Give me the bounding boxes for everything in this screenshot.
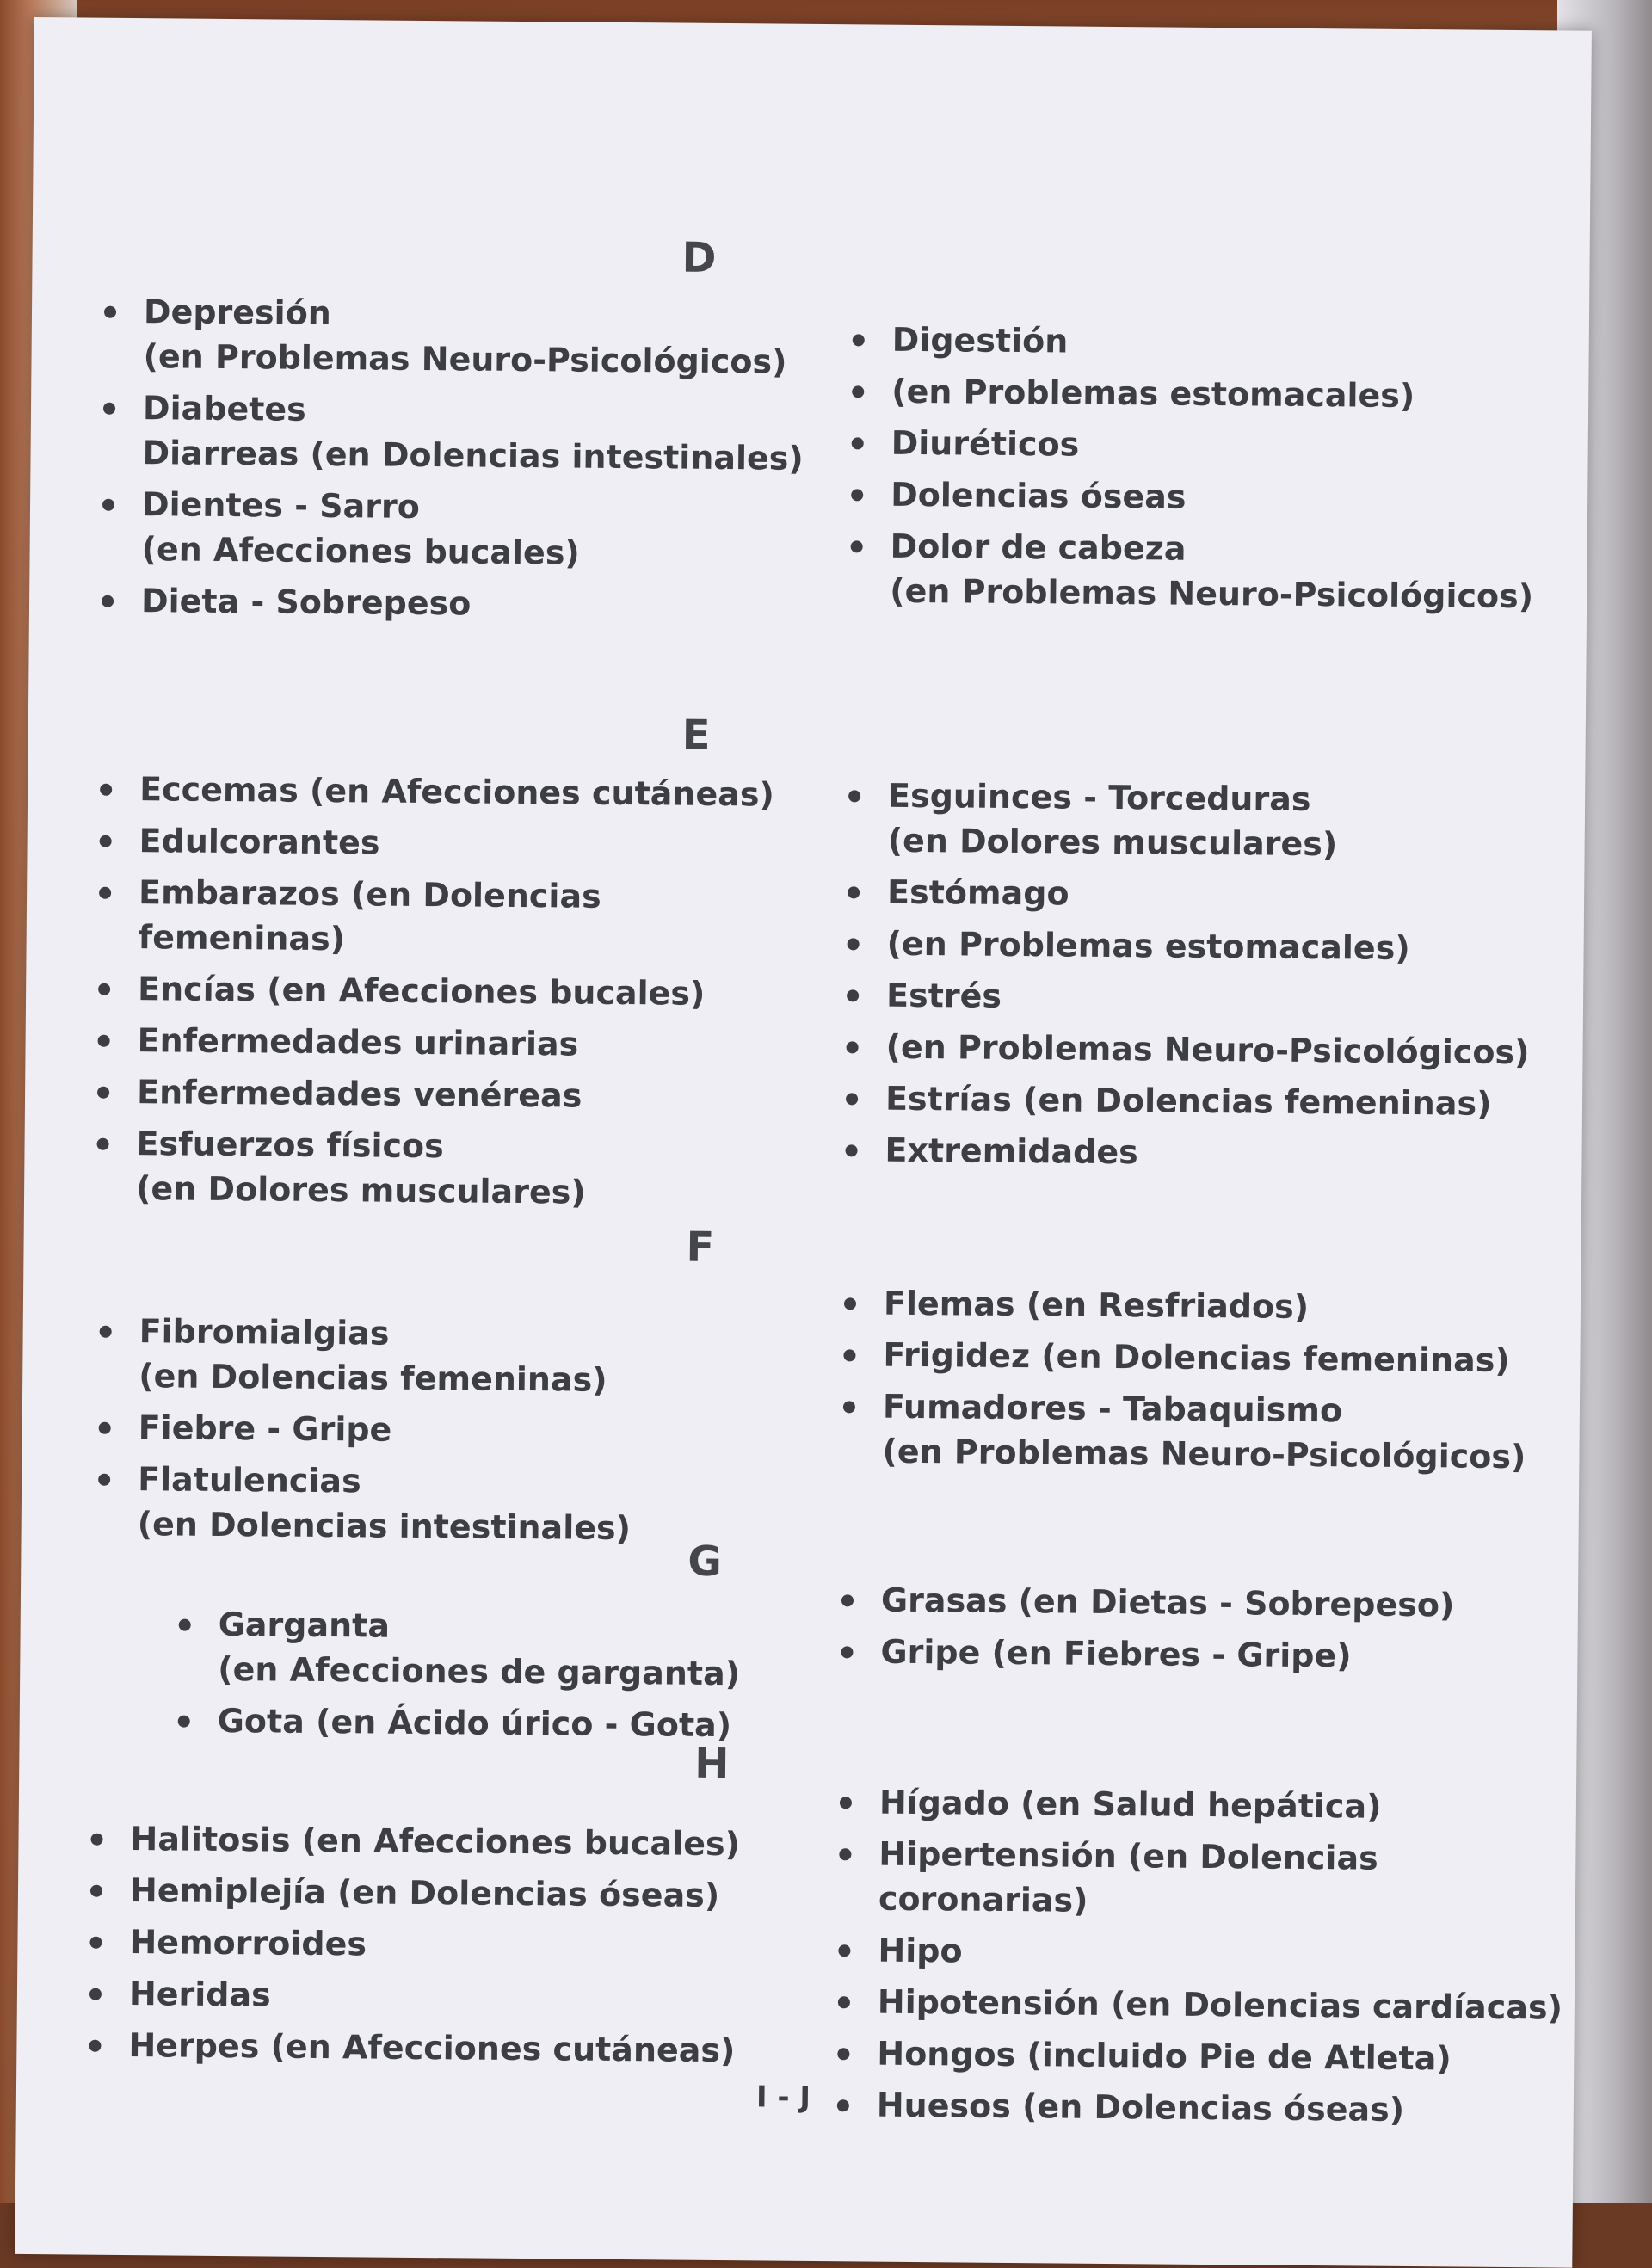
list-item [837, 1629, 1577, 1680]
list-item-label: Fibromialgias [139, 1312, 390, 1353]
document-page [15, 17, 1592, 2268]
section-g-right-column [837, 1577, 1578, 1687]
list-item [100, 289, 806, 385]
list-item [847, 523, 1553, 619]
list-item-label: Grasas (en Dietas - Sobrepeso) [880, 1581, 1455, 1624]
list-item-label: Herpes (en Afecciones cutáneas) [128, 2026, 736, 2070]
bullet-icon [104, 306, 116, 318]
bullet-icon [843, 1349, 855, 1361]
list-item-label: Hipotensión (en Dolencias cardíacas) [877, 1982, 1563, 2027]
list-item-label: Gota (en Ácido úrico - Gota) [217, 1701, 732, 1745]
list-item-sublabel: (en Problemas Neuro-Psicológicos) [882, 1432, 1526, 1476]
list-item-sublabel: (en Dolores musculares) [887, 821, 1338, 864]
list-item-label: Hongos (incluido Pie de Atleta) [877, 2034, 1452, 2078]
bullet-icon [90, 1885, 102, 1897]
bullet-icon [843, 1401, 855, 1413]
list-item [87, 1816, 792, 1867]
bullet-icon [851, 489, 863, 501]
bullet-icon [89, 1937, 102, 1949]
list-item [95, 870, 801, 965]
list-item [86, 1971, 792, 2022]
list-item [834, 2031, 1574, 2082]
bullet-icon [852, 385, 864, 398]
bullet-icon [100, 835, 112, 847]
bullet-icon [844, 1297, 856, 1310]
list-item-label: Estrés [885, 976, 1002, 1015]
list-item [87, 1868, 792, 1919]
list-item [94, 1018, 799, 1069]
section-e-right-column [841, 773, 1585, 1185]
list-item [835, 1927, 1575, 1979]
list-item-sublabel: (en Afecciones de garganta) [218, 1649, 741, 1693]
list-item-label: Dieta - Sobrepeso [140, 582, 472, 623]
bullet-icon [848, 790, 860, 802]
list-item-label: Hígado (en Salud hepática) [878, 1783, 1382, 1826]
bullet-icon [99, 1422, 111, 1434]
list-item-label: Dolencias óseas [891, 475, 1187, 516]
list-item [99, 385, 805, 481]
list-item [835, 1831, 1576, 1927]
list-item-label: Eccemas (en Afecciones cutáneas) [139, 770, 775, 814]
section-f-right-column [839, 1280, 1581, 1486]
list-item [835, 1979, 1575, 2031]
list-item [95, 1405, 800, 1456]
section-g-left-column [174, 1602, 811, 1755]
list-item [841, 1127, 1581, 1179]
list-item-sublabel: (en Dolencias femeninas) [139, 1357, 607, 1399]
list-item [96, 818, 801, 869]
bullet-icon [852, 437, 864, 449]
list-item [98, 578, 804, 629]
list-item [94, 1069, 799, 1120]
list-item-label: Estrías (en Dolencias femeninas) [885, 1079, 1492, 1123]
list-item-sublabel: (en Afecciones bucales) [141, 530, 580, 572]
list-item-label: Estómago [886, 872, 1069, 913]
bullet-icon [839, 1848, 851, 1860]
bullet-icon [103, 403, 115, 415]
bullet-icon [847, 1041, 859, 1053]
list-item-label: Embarazos (en Dolencias femeninas) [138, 873, 601, 958]
page-footer: I - J [755, 2080, 811, 2115]
bullet-icon [102, 499, 114, 511]
section-d-left-column [98, 289, 806, 636]
list-item-label: Huesos (en Dolencias óseas) [876, 2086, 1405, 2129]
bullet-icon [837, 2048, 849, 2060]
list-item [849, 317, 1555, 367]
list-item [841, 1280, 1581, 1332]
bullet-icon [99, 887, 111, 899]
list-item [843, 921, 1583, 972]
bullet-icon [179, 1619, 191, 1631]
bullet-icon [98, 983, 110, 995]
list-item-label: Fiebre - Gripe [138, 1408, 392, 1449]
list-item-label: Digestión [891, 320, 1069, 361]
bullet-icon [102, 595, 114, 607]
list-item-label: Hemorroides [129, 1923, 367, 1963]
list-item-label: Hipertensión (en Dolencias coronarias) [878, 1834, 1378, 1920]
list-item [838, 1577, 1578, 1629]
list-item [842, 1024, 1582, 1075]
page-content [15, 17, 1592, 2268]
list-item-label: (en Problemas Neuro-Psicológicos) [885, 1027, 1530, 1072]
list-item [95, 966, 800, 1017]
bullet-icon [100, 784, 112, 796]
list-item-label: Frigidez (en Dolencias femeninas) [883, 1335, 1510, 1380]
bullet-icon [848, 938, 860, 950]
bullet-icon [89, 1988, 102, 2000]
list-item-label: Extremidades [885, 1131, 1138, 1172]
bullet-icon [97, 1138, 109, 1150]
list-item-label: Heridas [128, 1975, 271, 2014]
list-item [175, 1602, 812, 1697]
section-h-right-column [834, 1779, 1577, 2140]
list-item-label: Edulcorantes [139, 822, 380, 862]
list-item-label: Esfuerzos físicos [136, 1125, 444, 1166]
bullet-icon [100, 1326, 112, 1338]
bullet-icon [178, 1716, 190, 1728]
list-item [86, 1920, 792, 1970]
list-item-label: Encías (en Afecciones bucales) [137, 970, 706, 1013]
section-h-left-column [85, 1816, 793, 2080]
list-item [844, 773, 1585, 869]
list-item [848, 471, 1553, 522]
list-item-label: Dientes - Sarro [141, 485, 421, 526]
list-item [840, 1332, 1580, 1384]
list-item-label: Flatulencias [137, 1460, 361, 1501]
bullet-icon [98, 1474, 110, 1486]
list-item [836, 1779, 1576, 1831]
list-item-label: (en Problemas estomacales) [886, 924, 1410, 967]
list-item-label: Esguinces - Torceduras [887, 776, 1311, 818]
list-item [842, 1075, 1582, 1127]
list-item-sublabel: (en Dolencias intestinales) [137, 1505, 632, 1548]
list-item-label: Diuréticos [891, 423, 1080, 464]
bullet-icon [853, 334, 865, 346]
bullet-icon [847, 989, 859, 1001]
bullet-icon [841, 1646, 853, 1658]
list-item-label: Hipo [878, 1931, 963, 1970]
section-letter-g: G [687, 1537, 723, 1587]
section-d-right-column [847, 317, 1555, 626]
list-item [834, 2082, 1574, 2134]
list-item [96, 1309, 802, 1404]
list-item [839, 1384, 1580, 1480]
section-e-left-column [93, 767, 803, 1223]
list-item-sublabel: (en Dolores musculares) [135, 1169, 586, 1211]
list-item-label: Flemas (en Resfriados) [883, 1284, 1310, 1326]
list-item-sublabel: (en Problemas Neuro-Psicológicos) [143, 337, 787, 381]
bullet-icon [840, 1797, 852, 1809]
bullet-icon [845, 1144, 857, 1156]
bullet-icon [98, 1035, 110, 1047]
bullet-icon [851, 540, 863, 552]
list-item-label: Halitosis (en Afecciones bucales) [130, 1820, 741, 1864]
list-item-sublabel: Diarreas (en Dolencias intestinales) [142, 434, 804, 478]
list-item [93, 1121, 799, 1217]
bullet-icon [97, 1087, 109, 1099]
list-item-label: Dolor de cabeza [890, 527, 1187, 568]
list-item-label: Diabetes [142, 389, 306, 428]
list-item [848, 368, 1554, 419]
list-item [85, 2023, 791, 2074]
list-item-sublabel: (en Problemas Neuro-Psicológicos) [890, 571, 1534, 616]
bullet-icon [841, 1594, 854, 1606]
bullet-icon [838, 1944, 850, 1957]
bullet-icon [89, 2040, 101, 2052]
section-letter-e: E [681, 711, 711, 760]
list-item-label: Gripe (en Fiebres - Gripe) [880, 1632, 1352, 1675]
section-letter-h: H [694, 1739, 730, 1789]
list-item-label: Enfermedades venéreas [136, 1073, 583, 1115]
list-item [844, 869, 1584, 921]
bullet-icon [838, 1996, 850, 2008]
list-item-label: (en Problemas estomacales) [891, 372, 1415, 416]
list-item [843, 972, 1583, 1024]
section-f-left-column [94, 1309, 801, 1559]
bullet-icon [837, 2099, 849, 2111]
list-item [98, 482, 804, 577]
list-item-label: Fumadores - Tabaquismo [882, 1387, 1343, 1430]
list-item-label: Enfermedades urinarias [137, 1021, 579, 1063]
bullet-icon [848, 886, 860, 898]
list-item [96, 767, 802, 817]
bullet-icon [846, 1093, 858, 1105]
bullet-icon [90, 1834, 102, 1846]
section-letter-f: F [686, 1223, 715, 1272]
list-item-label: Hemiplejía (en Dolencias óseas) [129, 1871, 720, 1915]
list-item [848, 420, 1553, 471]
list-item-label: Garganta [218, 1605, 391, 1645]
section-letter-d: D [681, 233, 717, 282]
list-item-label: Depresión [143, 293, 332, 333]
